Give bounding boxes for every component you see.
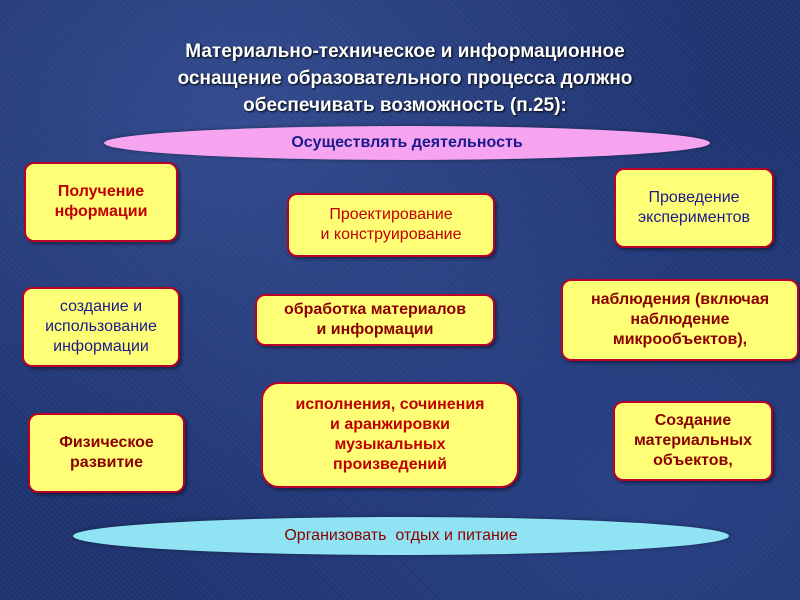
box-physical xyxy=(28,413,185,493)
box-info-get xyxy=(24,162,178,242)
box-experiments-label: Проведение экспериментов xyxy=(637,189,751,226)
box-info-get-label: Получение нформации xyxy=(54,183,148,220)
box-experiments xyxy=(614,168,774,248)
box-design-label: Проектирование и конструирование xyxy=(320,206,462,243)
box-info-create xyxy=(22,287,180,367)
box-physical-label: Физическое развитие xyxy=(59,434,154,471)
bottom-oval-banner xyxy=(73,517,729,555)
box-observation-label: наблюдения (включая наблюдение микрообъектов), xyxy=(590,291,770,348)
box-info-create-label: создание и использование информации xyxy=(45,298,157,355)
slide-title: Материально-техническое и информационное оснащение образовательного процесса должно обеспечивать возможность (п.25): xyxy=(177,41,633,116)
box-material-objects-label: Создание материальных объектов, xyxy=(634,412,752,469)
box-observation xyxy=(561,279,799,361)
box-processing xyxy=(255,294,495,346)
box-music-label: исполнения, сочинения и аранжировки музыкальных произведений xyxy=(295,396,485,473)
box-material-objects xyxy=(613,401,773,481)
box-design xyxy=(287,193,495,257)
bottom-oval-label: Организовать отдых и питание xyxy=(284,527,518,544)
top-oval-banner xyxy=(104,126,710,160)
top-oval-label: Осуществлять деятельность xyxy=(291,134,523,151)
box-music xyxy=(261,382,519,488)
box-processing-label: обработка материалов и информации xyxy=(283,301,467,338)
